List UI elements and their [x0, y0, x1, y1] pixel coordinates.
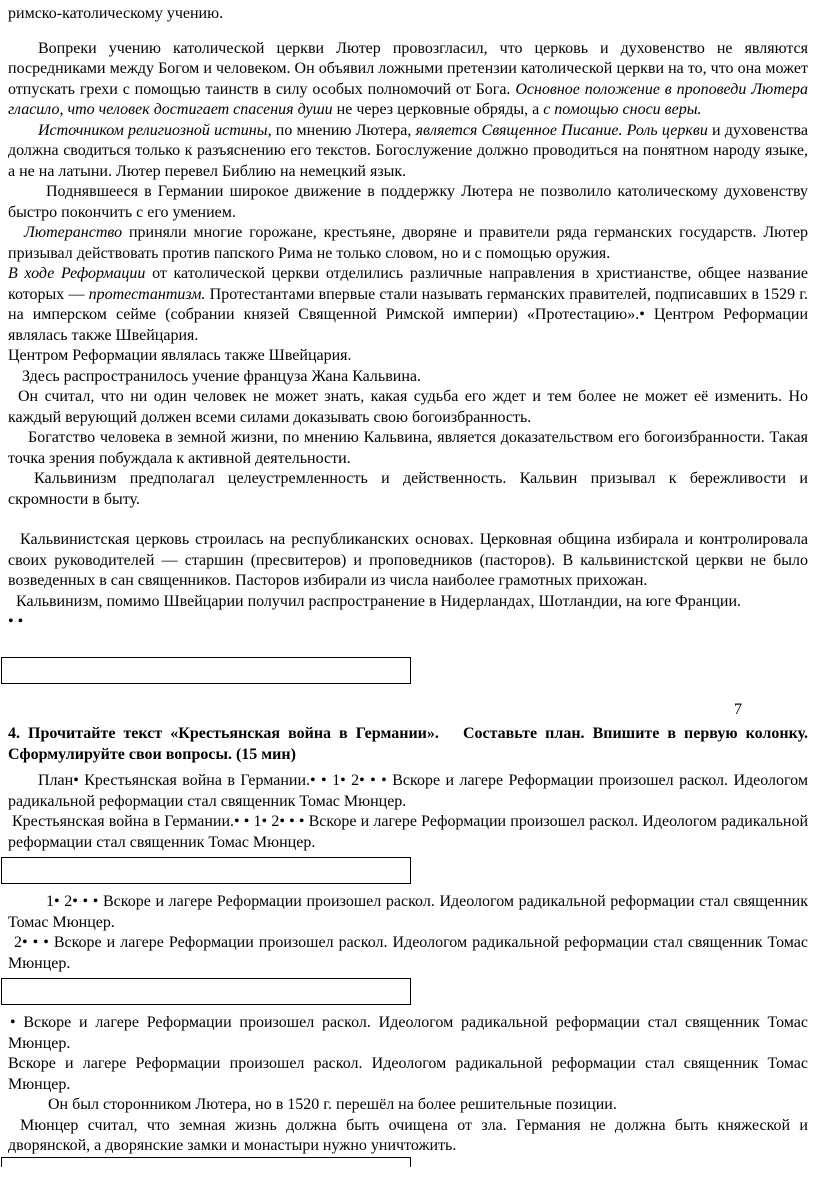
- text-run: Вскоре и лагере Реформации произошел раскол. Идеологом радикальной реформации стал священник Томас Мюнцер.: [8, 1055, 808, 1093]
- text-run: римско-католическому учению.: [8, 5, 224, 22]
- text-run: Мюнцер считал, что земная жизнь должна быть очищена от зла. Германия не должна быть княжеской и дворянской, а дворянские замки и монастыри нужно уничтожить.: [8, 1116, 808, 1154]
- text-run: от католической церкви отделились различные направления в христианстве, общее название которых —: [8, 265, 808, 303]
- text-run: 4. Прочитайте текст «Крестьянская война в Германии». Составьте план. Впишите в первую колонку. Сформулируйте свои вопросы. (15 мин): [8, 725, 808, 763]
- paragraph: [8, 469, 808, 510]
- paragraph: [8, 121, 808, 183]
- answer-box[interactable]: [1, 857, 411, 884]
- paragraph: [8, 39, 808, 121]
- text-run: , по мнению Лютера,: [267, 121, 416, 139]
- paragraph: [8, 4, 808, 25]
- text-run: Лютеранство: [24, 224, 123, 241]
- text-run: • •: [8, 613, 24, 630]
- paragraph: [8, 223, 808, 264]
- paragraph: [8, 387, 808, 428]
- spacer: [8, 884, 808, 892]
- text-run: Кальвинистская церковь строилась на республиканских основах. Церковная община избирала и контролировала своих руководителей — старшин (пресвитеров) и проповедников (пасторов). В кальвинистской церкви не было возведенных в сан священников. Пасторов избирали из числа наиболее грамотных прихожан.: [8, 531, 808, 589]
- answer-box[interactable]: [1, 657, 411, 684]
- text-run: Вопреки учению католической церкви Лютер провозгласил, что церковь и духовенство не являются посредниками между Богом и человеком. Он объявил ложными претензии католической церкви на то, что она может отпускать грехи с помощью таинств в силу особых полномочий от Бога.: [8, 39, 808, 98]
- spacer: [8, 510, 808, 530]
- task-heading: [8, 724, 808, 765]
- text-run: 1• 2• • • Вскоре и лагере Реформации произошел раскол. Идеологом радикальной реформации стал священник Томас Мюнцер.: [8, 893, 808, 931]
- paragraph: [8, 264, 808, 346]
- text-run: Кальвинизм предполагал целеустремленность и действенность. Кальвин призывал к бережливости и скромности в быту.: [8, 470, 808, 508]
- text-run: Центром Реформации являлась также Швейцария.: [8, 347, 352, 364]
- text-run: Он считал, что ни один человек не может знать, какая судьба его ждет и тем более не может её изменить. Но каждый верующий должен всеми силами доказывать свою богоизбранность.: [8, 388, 808, 426]
- paragraph: [8, 346, 808, 367]
- page-number: 7: [734, 700, 742, 718]
- spacer: [8, 1005, 808, 1013]
- paragraph: [8, 1095, 808, 1116]
- paragraph: [8, 1054, 808, 1095]
- text-run: • Вскоре и лагере Реформации произошел раскол. Идеологом радикальной реформации стал священник Томас Мюнцер.: [8, 1014, 808, 1052]
- text-run: Поднявшееся в Германии широкое движение в поддержку Лютера не позволило католическому духовенству быстро покончить с его умением.: [8, 183, 808, 221]
- text-run: Богатство человека в земной жизни, по мнению Кальвина, является доказательством его богоизбранности. Такая точка зрения побуждала к активной деятельности.: [8, 429, 808, 467]
- paragraph: [8, 530, 808, 592]
- text-run: Источником религиозной истины: [38, 121, 268, 139]
- text-run: План• Крестьянская война в Германии.• • 1• 2• • • Вскоре и лагере Реформации произошел раскол. Идеологом радикальной реформации стал священник Томас Мюнцер.: [8, 772, 808, 810]
- text-run: и духовенства должна сводиться только к разъяснению его текстов. Богослужение должно проводиться на понятном народу языке, а не на латыни. Лютер перевел Библию на немецкий язык.: [8, 121, 808, 180]
- spacer: [8, 25, 808, 39]
- text-run: Он был сторонником Лютера, но в 1520 г. перешёл на более решительные позиции.: [48, 1096, 617, 1113]
- paragraph: [8, 771, 808, 812]
- text-run: Здесь распространилось учение француза Жана Кальвина.: [22, 367, 421, 385]
- text-run: Основное положение в проповеди Лютера гласило, что человек достигает спасения души: [8, 80, 808, 118]
- answer-box-partial[interactable]: [1, 1157, 411, 1167]
- text-run: с помощью сноси веры.: [543, 101, 702, 118]
- spacer: [8, 633, 808, 657]
- paragraph: [8, 933, 808, 974]
- paragraph: [8, 592, 808, 613]
- text-run: 2• • • Вскоре и лагере Реформации произошел раскол. Идеологом радикальной реформации стал священник Томас Мюнцер.: [8, 934, 808, 972]
- text-run: протестантизм.: [88, 285, 206, 303]
- paragraph: [8, 367, 808, 388]
- text-run: является Священное Писание. Роль церкви: [415, 121, 708, 139]
- spacer: [8, 684, 808, 700]
- paragraph: [8, 182, 808, 223]
- text-run: приняли многие горожане, крестьяне, дворяне и правители ряда германских государств. Лютер призывал действовать против папского Рима не только словом, но и с помощью оружия.: [8, 224, 808, 262]
- text-run: Кальвинизм, помимо Швейцарии получил распространение в Нидерландах, Шотландии, на юге Франции.: [16, 592, 742, 610]
- paragraph: [8, 612, 808, 633]
- answer-box[interactable]: [1, 978, 411, 1005]
- text-run: Протестантами впервые стали называть германских правителей, подписавших в 1529 г. на имперском сейме (собрании князей Священной Римской империи) «Протестацию».• Центром Реформации являлась также Швейцария.: [8, 285, 809, 344]
- paragraph: [8, 428, 808, 469]
- paragraph: [8, 892, 808, 933]
- paragraph: [8, 812, 808, 853]
- paragraph: [8, 1013, 808, 1054]
- text-run: не через церковные обряды, а: [332, 101, 544, 118]
- text-run: В ходе Реформации: [8, 265, 146, 282]
- paragraph: [8, 1116, 808, 1157]
- text-run: Крестьянская война в Германии.• • 1• 2• • • Вскоре и лагере Реформации произошел раскол. Идеологом радикальной реформации стал священник Томас Мюнцер.: [8, 813, 808, 851]
